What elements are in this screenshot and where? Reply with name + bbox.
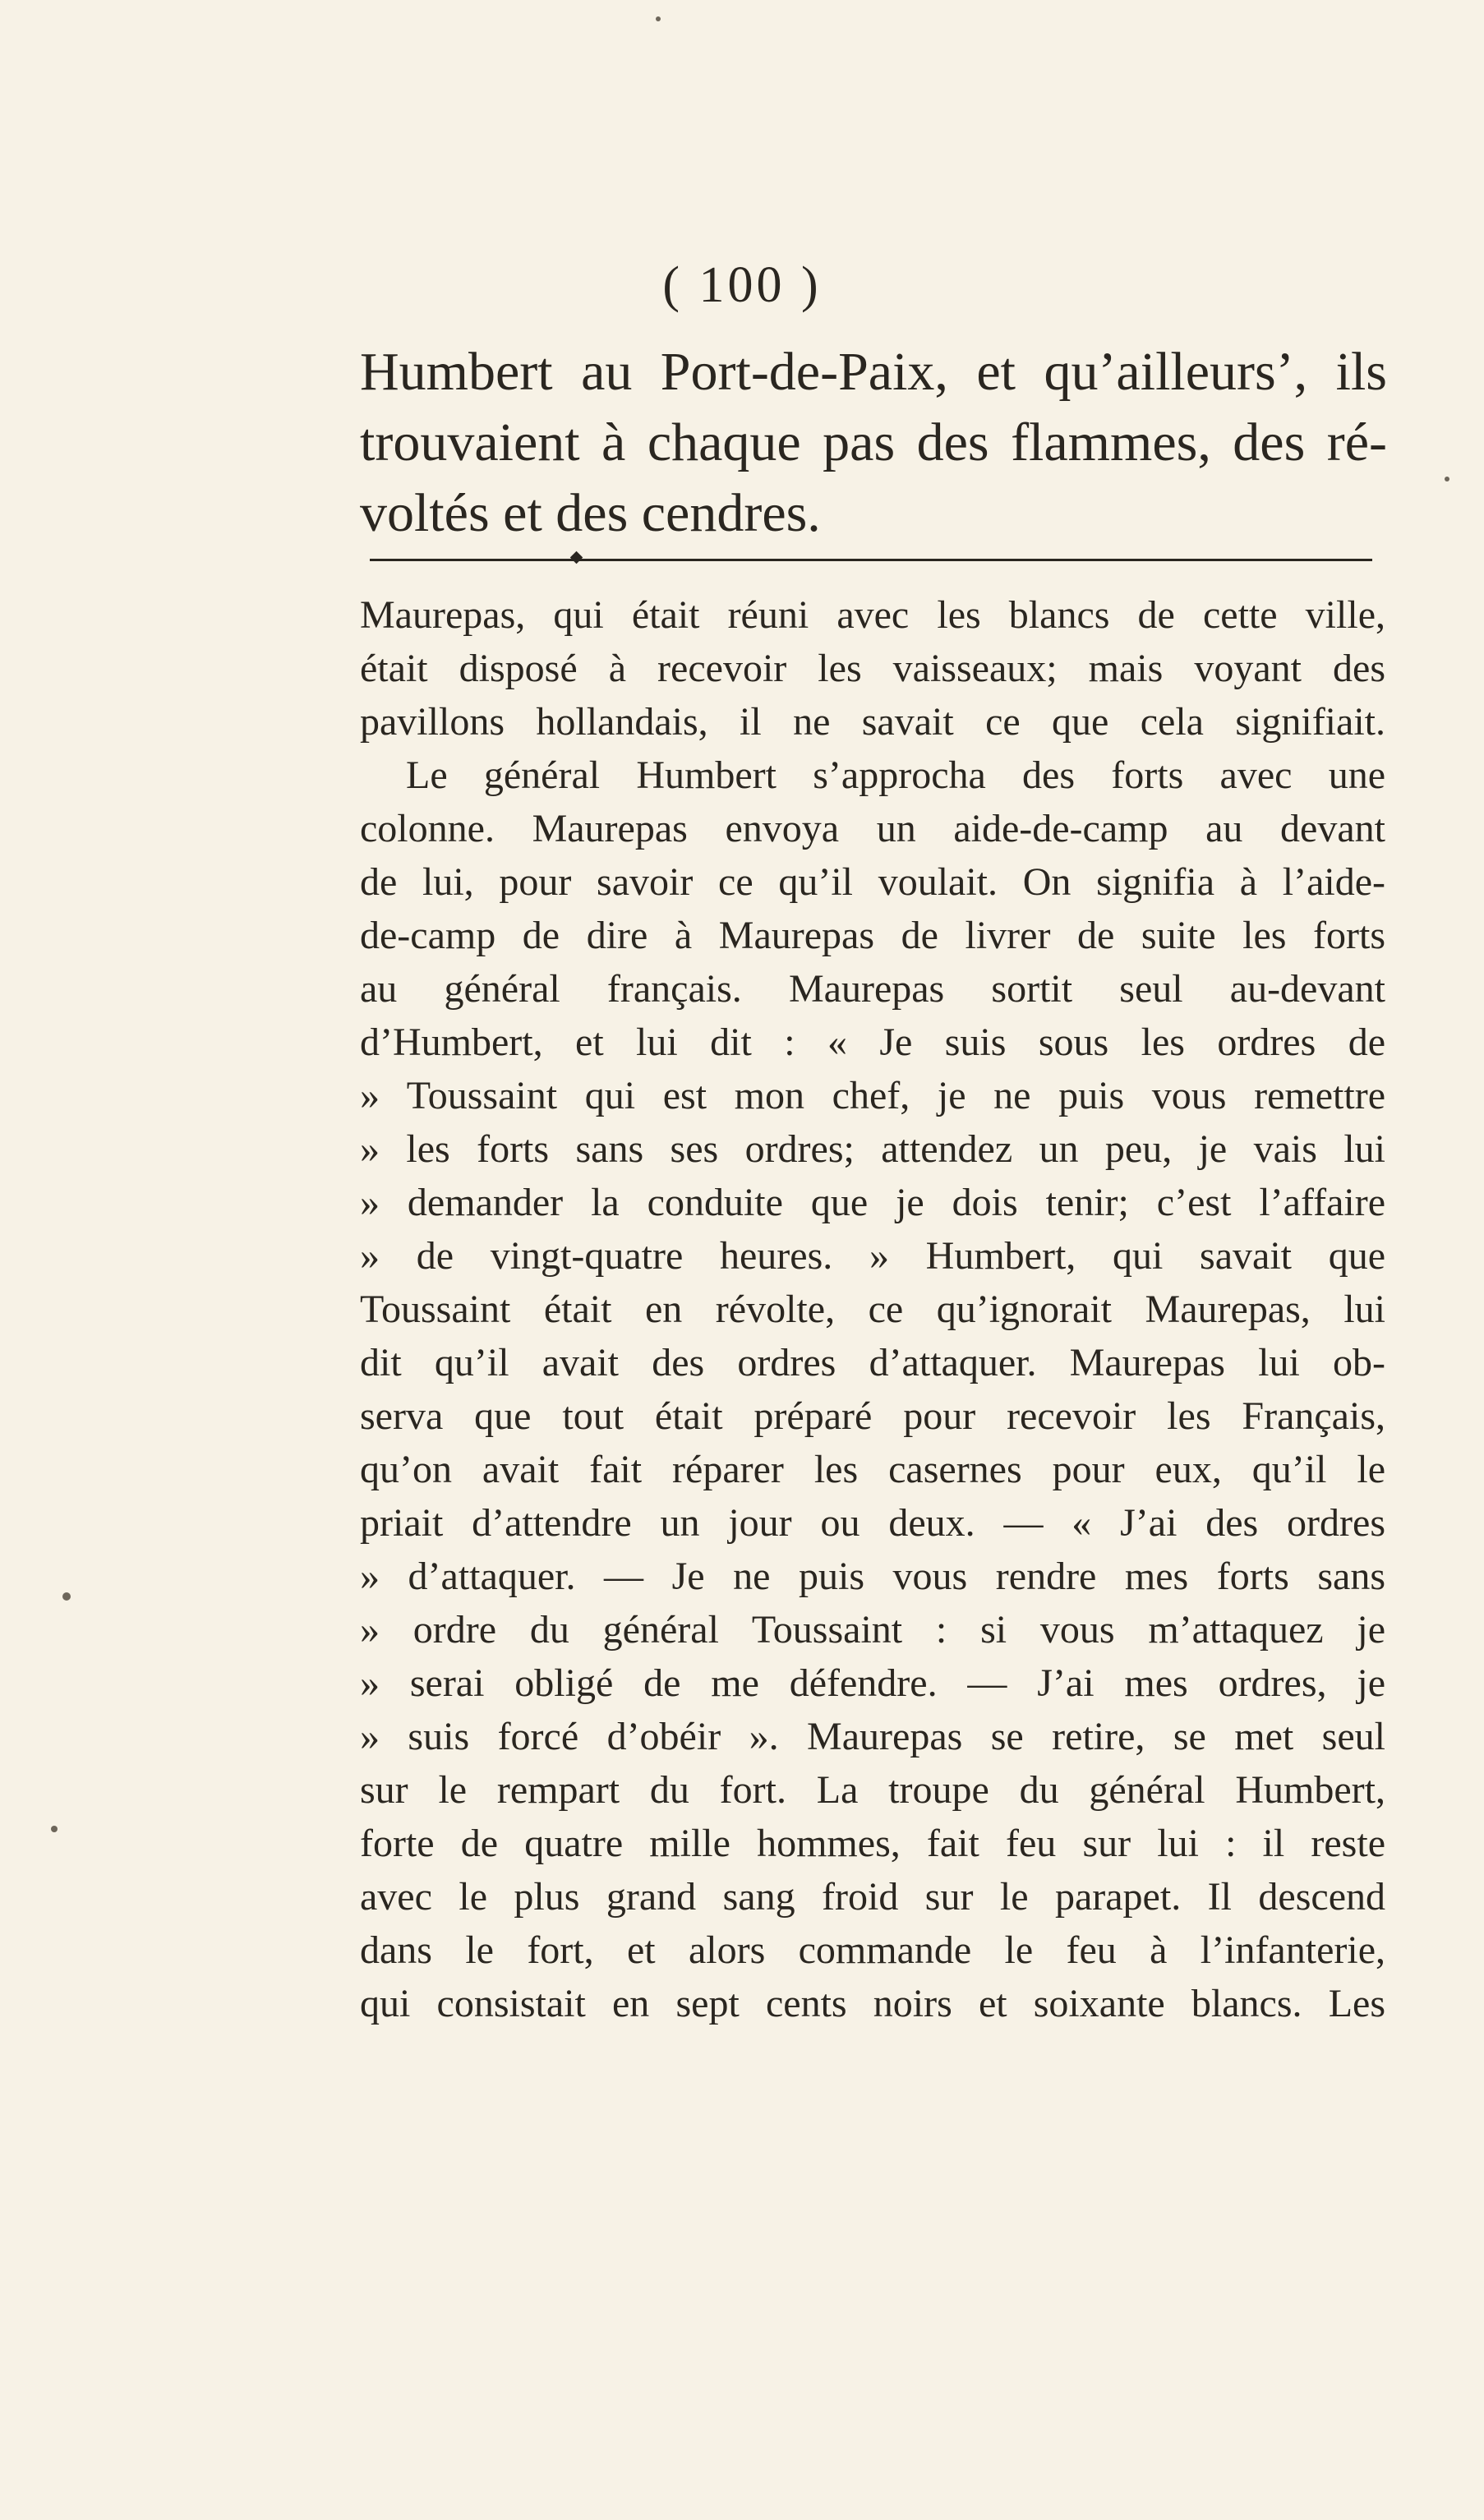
paper-speck-icon — [51, 1826, 58, 1832]
section-separator — [370, 559, 1372, 561]
text-line: au général français. Maurepas sortit seul au-devant — [360, 967, 1385, 1011]
text-line: pavillons hollandais, il ne savait ce que cela signifiait. — [360, 700, 1385, 744]
text-line: » les forts sans ses ordres; attendez un peu, je vais lui — [360, 1127, 1385, 1171]
text-line: dit qu’il avait des ordres d’attaquer. Maurepas lui ob- — [360, 1341, 1385, 1384]
text-line: » serai obligé de me défendre. — J’ai mes ordres, je — [360, 1661, 1385, 1705]
paragraph-text — [360, 588, 1385, 2030]
separator-ornament-icon — [570, 551, 583, 564]
paper-speck-icon — [656, 16, 661, 21]
text-line: dans le fort, et alors commande le feu à l’infanterie, — [360, 1928, 1385, 1972]
text-line: de lui, pour savoir ce qu’il voulait. On signifia à l’aide- — [360, 860, 1385, 904]
text-line: d’Humbert, et lui dit : « Je suis sous les ordres de — [360, 1020, 1385, 1064]
text-line: qu’on avait fait réparer les casernes pour eux, qu’il le — [360, 1448, 1385, 1491]
continuation-text — [360, 337, 1387, 549]
text-line: trouvaient à chaque pas des flammes, des ré- — [360, 412, 1387, 472]
text-line: était disposé à recevoir les vaisseaux; mais voyant des — [360, 647, 1385, 690]
text-line: » demander la conduite que je dois tenir; c’est l’affaire — [360, 1181, 1385, 1224]
text-line: priait d’attendre un jour ou deux. — « J’ai des ordres — [360, 1501, 1385, 1545]
text-line: Maurepas, qui était réuni avec les blancs de cette ville, — [360, 593, 1385, 637]
text-line: sur le rempart du fort. La troupe du général Humbert, — [360, 1768, 1385, 1812]
text-line: » ordre du général Toussaint : si vous m’attaquez je — [360, 1608, 1385, 1652]
text-line: avec le plus grand sang froid sur le parapet. Il descend — [360, 1875, 1385, 1919]
text-line: » Toussaint qui est mon chef, je ne puis vous remettre — [360, 1074, 1385, 1117]
page-number: ( 100 ) — [662, 257, 822, 313]
text-line: Toussaint était en révolte, ce qu’ignorait Maurepas, lui — [360, 1288, 1385, 1331]
text-line: serva que tout était préparé pour recevoir les Français, — [360, 1394, 1385, 1438]
text-line: » de vingt-quatre heures. » Humbert, qui savait que — [360, 1234, 1385, 1278]
text-line: » suis forcé d’obéir ». Maurepas se retire, se met seul — [360, 1715, 1385, 1758]
text-line: de-camp de dire à Maurepas de livrer de suite les forts — [360, 914, 1385, 957]
text-line: forte de quatre mille hommes, fait feu sur lui : il reste — [360, 1822, 1385, 1865]
text-line: qui consistait en sept cents noirs et soixante blancs. Les — [360, 1982, 1385, 2025]
text-line: Humbert au Port-de-Paix, et qu’ailleurs’, ils — [360, 342, 1387, 402]
text-line: colonne. Maurepas envoya un aide-de-camp au devant — [360, 807, 1385, 850]
text-line: Le général Humbert s’approcha des forts avec une — [406, 753, 1385, 797]
text-line: voltés et des cendres. — [360, 483, 821, 543]
paper-speck-icon — [62, 1592, 71, 1601]
paper-speck-icon — [1445, 477, 1449, 481]
text-line: » d’attaquer. — Je ne puis vous rendre mes forts sans — [360, 1555, 1385, 1598]
